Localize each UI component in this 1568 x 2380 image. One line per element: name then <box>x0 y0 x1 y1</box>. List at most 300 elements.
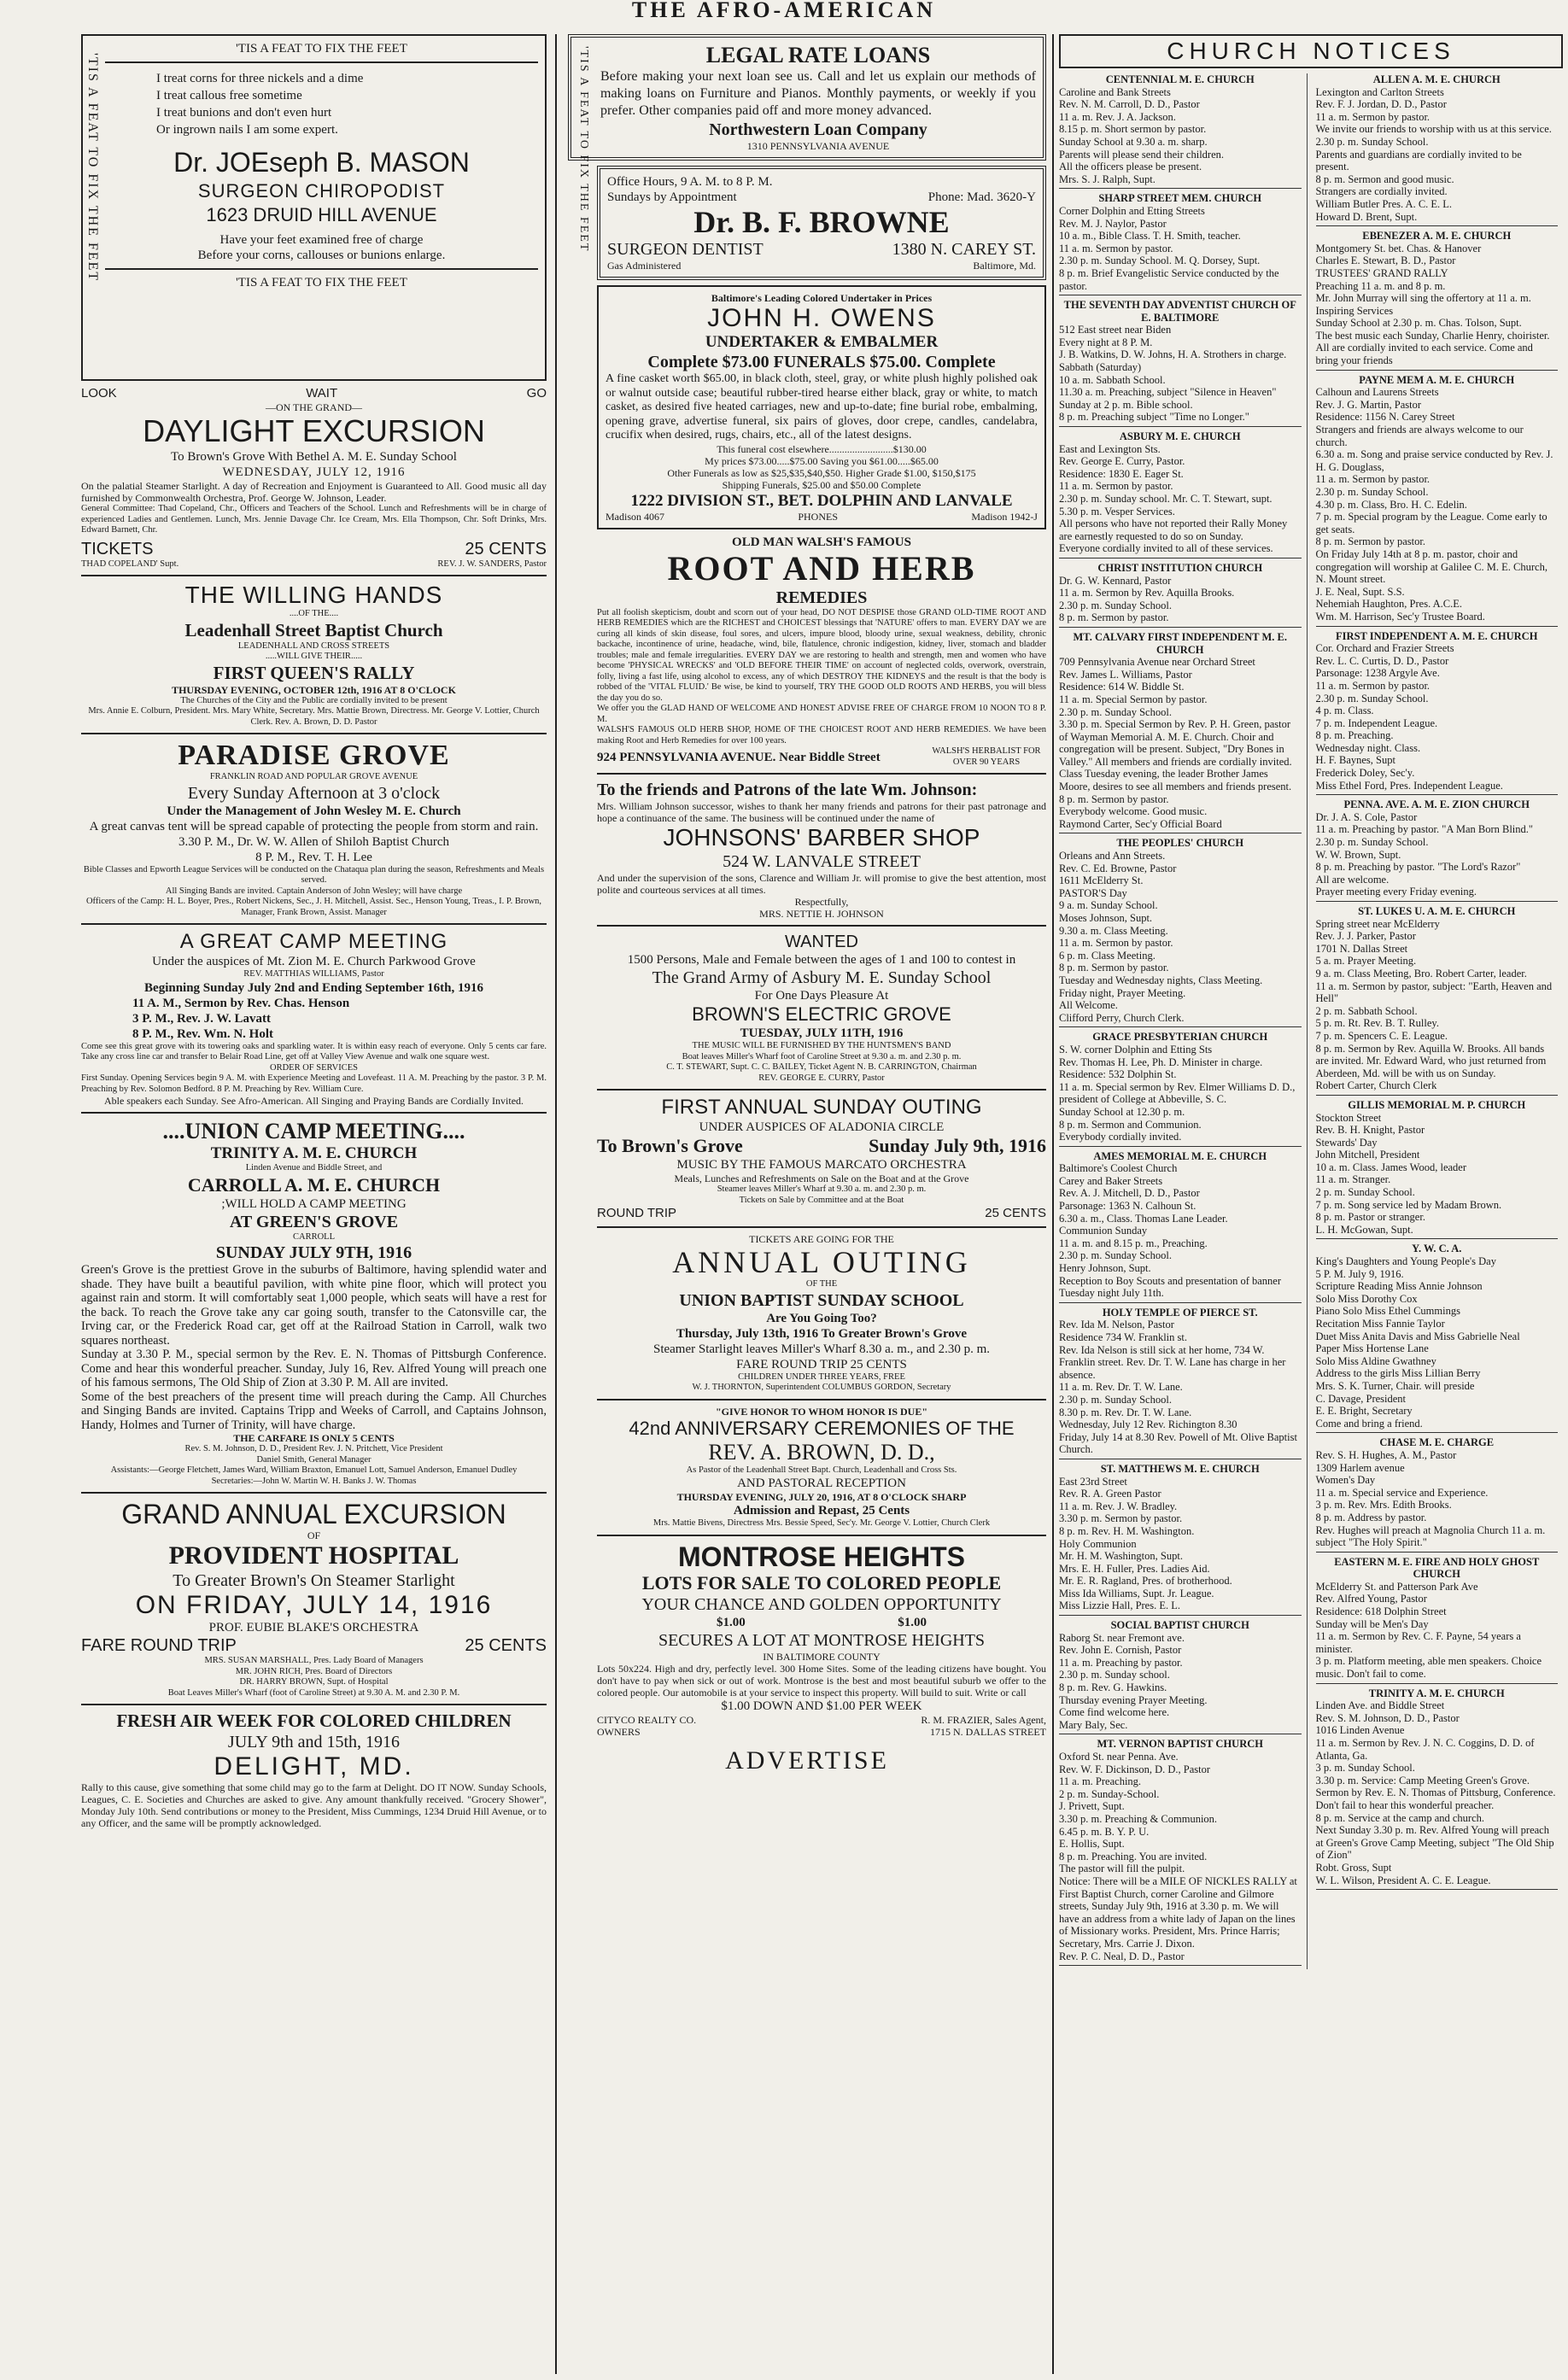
church-line: Sunday at 2 p. m. Bible school. <box>1059 398 1193 411</box>
church-line: 10 a. m., Bible Class. T. H. Smith, teacher. <box>1059 230 1241 243</box>
outing-meals: Meals, Lunches and Refreshments on Sale on the Boat and at the Grove <box>674 1172 969 1184</box>
church-line: 8 p. m. Sermon and good music. <box>1315 173 1454 185</box>
paradise-when: Every Sunday Afternoon at 3 o'clock <box>187 783 441 803</box>
church-notice <box>1059 562 1302 628</box>
ad-mason-chiropodist <box>81 34 547 381</box>
phone: Phone: Mad. 3620-Y <box>927 190 1036 204</box>
ad-union-camp-meeting <box>81 1119 547 1487</box>
church-line: Reception to Boy Scouts and presentation of banner Tuesday night July 11th. <box>1059 1274 1282 1300</box>
church-line: 8 p. m. Sermon by Rev. Aquilla W. Brooks. All bands are invited. Mr. Edward Ward, who just returned from Aberdeen, Md. will be with us on Sunday. <box>1315 1042 1547 1079</box>
church-line: Cor. Orchard and Frazier Streets <box>1315 642 1454 655</box>
walsh-subtitle: REMEDIES <box>775 588 868 607</box>
paradise-officers: Officers of the Camp: H. L. Boyer, Pres., Robert Nickens, Sec., J. H. Mitchell, Assist. Sec., Henson Young, Treas., I. P. Brown, Manager, Frank Brown, Assist. Manager <box>85 897 542 917</box>
wanted-body: 1500 Persons, Male and Female between the ages of 1 and 100 to contest in <box>627 953 1016 967</box>
paradise-singing: All Singing Bands are invited. Captain Anderson of John Wesley; will have charge <box>165 886 463 896</box>
church-line: 11 a. m. Sermon by pastor. <box>1315 473 1431 486</box>
church-line: 4.30 p. m. Class, Bro. H. C. Edelin. <box>1315 498 1467 511</box>
pastor: REV. J. W. SANDERS, Pastor <box>437 558 547 569</box>
church-line: McElderry St. and Patterson Park Ave <box>1315 1580 1478 1593</box>
church-line: 1016 Linden Avenue <box>1315 1724 1405 1737</box>
church-line: 8 p. m. Address by pastor. <box>1315 1511 1427 1523</box>
church-line: Rev. M. J. Naylor, Pastor <box>1059 217 1167 230</box>
church-notice <box>1316 1556 1559 1684</box>
montrose-chance: YOUR CHANCE AND GOLDEN OPPORTUNITY <box>641 1594 1002 1614</box>
church-line: 2.30 p. m. Sunday School. <box>1315 135 1429 148</box>
paradise-canvas: A great canvas tent will be spread capable of protecting the people from storm and rain. <box>89 819 539 833</box>
outing-destination: To Brown's Grove <box>597 1135 743 1156</box>
poem-line: I treat corns for three nickels and a dime <box>156 72 364 85</box>
union-body: Some of the best preachers of the present time will preach during the Camp. All Churches and Singing Bands are invited. Captains Tripp and Weeks of Carroll, and Captains Johnson, Handy, Holmes and Turner of Trinity, will have charge. <box>81 1389 547 1432</box>
church-line: 2 p. m. Sabbath School. <box>1315 1004 1418 1017</box>
church-line: 7 p. m. Spencers C. E. League. <box>1315 1029 1448 1042</box>
freshair-title: FRESH AIR WEEK FOR COLORED CHILDREN <box>116 1710 512 1731</box>
church-line: E. Hollis, Supt. <box>1059 1838 1125 1851</box>
church-line: 8 p. m. Preaching. You are invited. <box>1059 1850 1208 1862</box>
church-line: Henry Johnson, Supt. <box>1059 1262 1151 1275</box>
city: Baltimore, Md. <box>973 260 1036 272</box>
wanted-officers: C. T. STEWART, Supt. C. C. BAILEY, Ticket Agent N. B. CARRINGTON, Chairman <box>666 1062 977 1072</box>
outing-date: Sunday July 9th, 1916 <box>869 1135 1046 1156</box>
church-notice <box>1316 230 1559 371</box>
ad-camp-meeting <box>81 930 547 1107</box>
provident-date: ON FRIDAY, JULY 14, 1916 <box>135 1591 493 1619</box>
church-notice <box>1316 905 1559 1096</box>
church-line: Mr. H. M. Washington, Supt. <box>1059 1550 1183 1563</box>
church-line: 2 p. m. Sunday School. <box>1315 1186 1415 1199</box>
office-hours: Office Hours, 9 A. M. to 8 P. M. <box>607 175 773 189</box>
director: MR. JOHN RICH, Pres. Board of Directors <box>235 1666 393 1676</box>
honor-title: 42nd ANNIVERSARY CEREMONIES OF THE <box>629 1417 1015 1439</box>
church-line: 5.30 p. m. Vesper Services. <box>1059 505 1175 518</box>
ad-dr-browne-dentist <box>597 166 1046 280</box>
poem-line: I treat callous free sometime <box>156 89 302 102</box>
freshair-body: Rally to this cause, give something that some child may go to the farm at Delight. DO IT NOW. Sunday Schools, Leagues, C. E. Societies and Churches are asked to give. Any amount thankfully received. "Grocery Shower", Monday July 10th. Send contributions or money to the President, Miss Cummings, 1234 Druid Hill Avenue, or to any Officer, and the same will be promptly acknowledged. <box>81 1781 547 1829</box>
church-line: W. L. Wilson, President A. C. E. League. <box>1315 1874 1491 1886</box>
order-of-services: ORDER OF SERVICES <box>269 1062 358 1073</box>
camp-able: Able speakers each Sunday. See Afro-American. All Singing and Praying Bands are Cordially Invited. <box>103 1095 524 1107</box>
church-line: Friday, July 14 at 8.30 Rev. Powell of Mt. Olive Baptist Church. <box>1059 1430 1297 1456</box>
excursion-subtitle: To Brown's Grove With Bethel A. M. E. Sunday School <box>171 450 457 464</box>
fare-price: 25 CENTS <box>465 1636 547 1655</box>
paradise-title: PARADISE GROVE <box>178 740 450 771</box>
church-notice <box>1316 1243 1559 1433</box>
church-line: John Mitchell, President <box>1315 1149 1420 1161</box>
church-line: Mr. John Murray will sing the offertory at 11 a. m. <box>1315 292 1531 305</box>
annual-question: Are You Going Too? <box>766 1311 877 1325</box>
owens-other: Other Funerals as low as $25,$35,$40,$50. Higher Grade $1.00, $150,$175 <box>667 466 976 479</box>
church-line: 4 p. m. Class. <box>1315 705 1374 717</box>
church-notice <box>1316 630 1559 796</box>
church-line: Wednesday, July 12 Rev. Richington 8.30 <box>1059 1418 1237 1431</box>
price: $1.00 <box>898 1615 927 1629</box>
church-line: Sunday School at 12.30 p. m. <box>1059 1105 1185 1118</box>
ad-montrose-heights <box>597 1541 1046 1738</box>
phones-label: PHONES <box>798 510 838 523</box>
side-slogan: 'TIS A FEAT TO FIX THE FEET <box>577 46 590 253</box>
freshair-dates: JULY 9th and 15th, 1916 <box>227 1733 401 1751</box>
church-name: EBENEZER A. M. E. CHURCH <box>1362 230 1512 243</box>
church-name: MT. CALVARY FIRST INDEPENDENT M. E. CHURCH <box>1073 630 1288 656</box>
word-go: GO <box>526 386 547 401</box>
church-line: Strangers are cordially invited. <box>1315 185 1448 198</box>
of: OF THE <box>805 1279 838 1289</box>
honor-as: As Pastor of the Leadenhall Street Bapt. Church, Leadenhall and Cross Sts. <box>686 1465 957 1475</box>
church-name: FIRST INDEPENDENT A. M. E. CHURCH <box>1336 629 1538 642</box>
church-line: 3.30 p. m. Service: Camp Meeting Green's Grove. Sermon by Rev. E. N. Thomas of Pittsburg, Conference. Don't fail to hear this wonderful preacher. <box>1315 1774 1556 1811</box>
church-line: PASTOR'S Day <box>1059 886 1127 899</box>
masthead: THE AFRO-AMERICAN <box>631 0 937 22</box>
owens-name: JOHN H. OWENS <box>707 304 936 332</box>
church-line: We invite our friends to worship with us at this service. <box>1315 123 1552 136</box>
church-location: LEADENHALL AND CROSS STREETS <box>237 640 390 651</box>
church-line: 11 a. m. Sermon by pastor. <box>1059 937 1173 950</box>
secretaries: Secretaries:—John W. Martin W. H. Banks J. W. Thomas <box>211 1476 417 1486</box>
owens-lead: Baltimore's Leading Colored Undertaker in Prices <box>711 292 933 304</box>
camp-dates: Beginning Sunday July 2nd and Ending September 16th, 1916 <box>144 980 483 995</box>
church-line: 6.30 a. m. Song and praise service conducted by Rev. J. H. G. Douglass, <box>1315 448 1553 473</box>
honor-name: REV. A. BROWN, D. D., <box>708 1439 935 1465</box>
wanted-grove: BROWN'S ELECTRIC GROVE <box>692 1003 951 1025</box>
annual-going: TICKETS ARE GOING FOR THE <box>749 1233 894 1245</box>
owens-price: Complete $73.00 FUNERALS $75.00. Complete <box>647 353 996 371</box>
church-line: Duet Miss Anita Davis and Miss Gabrielle Neal <box>1315 1330 1520 1342</box>
ad-wanted <box>597 932 1046 1084</box>
church-line: Women's Day <box>1315 1474 1376 1487</box>
church-notice <box>1316 1687 1559 1891</box>
ad-daylight-excursion <box>81 386 547 570</box>
church-name: THE SEVENTH DAY ADVENTIST CHURCH OF E. BALTIMORE <box>1063 299 1296 324</box>
officers: Mrs. Annie E. Colburn, President. Mrs. Mary White, Secretary. Mrs. Mattie Brown, Directress. Mr. George V. Lottier, Church Clerk. Rev. A. Brown, D. D. Pastor <box>88 706 540 727</box>
column-church-notices <box>1059 34 1563 1969</box>
ad-fresh-air-week <box>81 1710 547 1829</box>
superintendent: THAD COPELAND' Supt. <box>81 558 179 569</box>
union-date: SUNDAY JULY 9TH, 1916 <box>215 1243 412 1262</box>
church-line: 3.30 p. m. Preaching & Communion. <box>1059 1812 1218 1825</box>
church-line: C. Davage, President <box>1315 1392 1407 1405</box>
church-line: 11 a. m. Sermon by pastor. <box>1315 110 1431 123</box>
church-line: 8 p. m. Preaching. <box>1315 729 1394 742</box>
church-line: 2.30 p. m. Sunday school. <box>1059 1669 1170 1681</box>
church-line: 8 p. m. Rev. H. M. Washington. <box>1059 1524 1195 1537</box>
church-line: Preaching 11 a. m. and 8 p. m. <box>1315 279 1446 292</box>
legal-company: Northwestern Loan Company <box>709 120 927 139</box>
paradise-location: FRANKLIN ROAD AND POPULAR GROVE AVENUE <box>209 772 418 781</box>
church-line: 2.30 p. m. Sunday School. <box>1059 1393 1172 1406</box>
advertise-footer: ADVERTISE <box>725 1746 889 1775</box>
freshair-place: DELIGHT, MD. <box>214 1752 414 1781</box>
church-line: Strangers and friends are always welcome to our church. <box>1315 424 1524 448</box>
church-line: Residence: 618 Dolphin Street <box>1315 1605 1447 1618</box>
church-line: Mary Baly, Sec. <box>1059 1718 1128 1731</box>
camp-auspices: Under the auspices of Mt. Zion M. E. Church Parkwood Grove <box>152 955 476 968</box>
church-line: All are welcome. <box>1315 873 1390 886</box>
church-line: Stockton Street <box>1315 1111 1382 1124</box>
round-trip-price: 25 CENTS <box>985 1206 1046 1220</box>
montrose-body: Lots 50x224. High and dry, perfectly level. 300 Home Sites. Some of the leading citizens have bought. You don't have to pay when sick or out of work. Montrose is the best and most beautiful suburb we offer to the colored people. Our automobile is at your service to inspect this property. Will build to suit. Write or call <box>597 1662 1046 1699</box>
poem-line: Or ingrown nails I am some expert. <box>156 123 338 137</box>
church-line: Rev. S. M. Johnson, D. D., Pastor <box>1315 1711 1460 1724</box>
montrose-county: IN BALTIMORE COUNTY <box>763 1650 881 1663</box>
church-line: 11 a. m. Sermon by pastor. <box>1059 480 1173 493</box>
church-line: Robert Carter, Church Clerk <box>1315 1079 1437 1092</box>
church-line: Miss Lizzie Hall, Pres. E. L. <box>1059 1599 1180 1612</box>
rally-date: THURSDAY EVENING, OCTOBER 12th, 1916 AT 8 O'CLOCK <box>172 683 456 696</box>
church-line: 10 a. m. Sabbath School. <box>1059 373 1166 386</box>
order-body: First Sunday. Opening Services begin 9 A. M. with Experience Meeting and Lovefeast. 11 A. M. Preaching by the pastor. 3 P. M. Preaching by Rev. Solomon Bedford. 8 P. M. Preaching by Rev. William Cure. <box>81 1073 547 1094</box>
will-give: .....WILL GIVE THEIR..... <box>265 652 363 661</box>
service: 8 P. M., Rev. T. H. Lee <box>255 850 372 864</box>
church-line: King's Daughters and Young People's Day <box>1315 1255 1496 1268</box>
church-line: Notice: There will be a MILE OF NICKLES RALLY at First Baptist Church, corner Caroline and Gilmore streets, Sunday July 9th, 1916 at 3.30 p. m. We will have an address from a white lady of Japan on the lines of Missionary works. President, Mrs. Prince Harris; Secretary, Mrs. Carrie J. Dixon. <box>1059 1874 1297 1950</box>
provident-to: To Greater Brown's On Steamer Starlight <box>173 1571 455 1590</box>
superintendent: DR. HARRY BROWN, Supt. of Hospital <box>239 1677 389 1687</box>
phone: Madison 1942-J <box>971 510 1038 523</box>
realty-company: CITYCO REALTY CO. <box>597 1713 697 1726</box>
willing-title: THE WILLING HANDS <box>184 582 443 608</box>
church-line: Residence: 1830 E. Eager St. <box>1059 467 1184 480</box>
church-line: Everyone cordially invited to all of these services. <box>1059 542 1273 555</box>
union-fare: THE CARFARE IS ONLY 5 CENTS <box>233 1432 395 1444</box>
honor-admission: Admission and Repast, 25 Cents <box>733 1504 910 1517</box>
annual-officers: W. J. THORNTON, Superintendent COLUMBUS GORDON, Secretary <box>692 1383 951 1392</box>
ad-slogan-bottom: 'TIS A FEAT TO FIX THE FEET <box>236 276 407 289</box>
church-line: Solo Miss Dorothy Cox <box>1315 1292 1418 1305</box>
church-name: CHASE M. E. CHARGE <box>1379 1436 1495 1449</box>
church-line: Oxford St. near Penna. Ave. <box>1059 1751 1179 1763</box>
of: OF <box>307 1529 321 1541</box>
church-name: ASBURY M. E. CHURCH <box>1119 430 1241 443</box>
honor-reception: AND PASTORAL RECEPTION <box>737 1477 906 1490</box>
johnson-body: And under the supervision of the sons, Clarence and William Jr. will promise to give the best attention, most polite and courteous services at all times. <box>597 872 1046 896</box>
church-line: 9 a. m. Class Meeting, Bro. Robert Carter, leader. <box>1315 967 1527 979</box>
round-trip-label: ROUND TRIP <box>597 1206 677 1220</box>
church-line: East and Lexington Sts. <box>1059 442 1161 455</box>
church-line: 11 a. m. Special sermon by Rev. Elmer Williams D. D., president of College at Abbeville, S. C. <box>1059 1080 1296 1106</box>
outing-music: MUSIC BY THE FAMOUS MARCATO ORCHESTRA <box>676 1158 967 1172</box>
church-line: 10 a. m. Class. James Wood, leader <box>1315 1161 1467 1173</box>
church-line: 11 a. m. Sermon by pastor. <box>1059 242 1173 254</box>
church-line: Address to the girls Miss Lillian Berry <box>1315 1367 1481 1380</box>
church-line: S. W. corner Dolphin and Etting Sts <box>1059 1043 1213 1056</box>
wanted-music: THE MUSIC WILL BE FURNISHED BY THE HUNTSMEN'S BAND <box>692 1041 951 1050</box>
paradise-management: Under the Management of John Wesley M. E. Church <box>167 804 461 818</box>
manager: MRS. SUSAN MARSHALL, Pres. Lady Board of Managers <box>204 1656 424 1665</box>
church-line: 5 P. M. July 9, 1916. <box>1315 1267 1404 1280</box>
church-line: 5 p. m. Rt. Rev. B. T. Rulley. <box>1315 1017 1439 1030</box>
church-line: Rev. C. Ed. Browne, Pastor <box>1059 862 1177 874</box>
church-line: 11 a. m. Preaching. <box>1059 1775 1142 1788</box>
outing-title: FIRST ANNUAL SUNDAY OUTING <box>661 1096 982 1119</box>
church-line: Mrs. S. J. Ralph, Supt. <box>1059 173 1156 185</box>
church-line: L. H. McGowan, Supt. <box>1315 1223 1413 1236</box>
provident-orchestra: PROF. EUBIE BLAKE'S ORCHESTRA <box>208 1621 419 1634</box>
church-line: 11 a. m. Special service and Experience. <box>1315 1486 1489 1499</box>
church-line: 8 p. m. Preaching by pastor. "The Lord's Razor" <box>1315 861 1521 874</box>
johnson-body: Mrs. William Johnson successor, wishes to thank her many friends and patrons for their past patronage and hope a continuance of the same. The business will be continued under the name of <box>597 800 1046 824</box>
church-line: Charles E. Stewart, B. D., Pastor <box>1315 254 1456 267</box>
union-title: ....UNION CAMP MEETING.... <box>162 1119 465 1143</box>
church-name: MT. VERNON BAPTIST CHURCH <box>1097 1738 1263 1751</box>
service: 3 P. M., Rev. J. W. Lavatt <box>132 1011 271 1026</box>
church-line: All the officers please be present. <box>1059 161 1202 173</box>
church-line: 8 p. m. Sermon and Communion. <box>1059 1118 1202 1131</box>
church-line: Miss Ida Williams, Supt. Jr. League. <box>1059 1587 1214 1599</box>
barber-name: JOHNSONS' BARBER SHOP <box>663 824 980 851</box>
provident-name: PROVIDENT HOSPITAL <box>168 1541 459 1570</box>
wanted-day: For One Days Pleasure At <box>754 989 889 1003</box>
column-rule <box>1052 34 1054 2374</box>
wanted-boat: Boat leaves Miller's Wharf foot of Caroline Street at 9.30 a. m. and 2.30 p. m. <box>682 1051 962 1061</box>
church-line: 6.45 p. m. B. Y. P. U. <box>1059 1825 1150 1838</box>
church-line: 11 a. m. Stranger. <box>1315 1173 1391 1186</box>
church-notice <box>1059 1150 1302 1303</box>
church-line: 11.30 a. m. Preaching, subject "Silence in Heaven" <box>1059 386 1277 399</box>
dentist-name: Dr. B. F. BROWNE <box>693 205 950 239</box>
church-line: Sabbath (Saturday) <box>1059 361 1142 374</box>
church-name: ST. LUKES U. A. M. E. CHURCH <box>1358 905 1516 917</box>
legal-body: Before making your next loan see us. Call and let us explain our methods of making loans on Furniture and Pianos. Monthly payments, or weekly if you prefer. Other companies paid off and more money advanced. <box>600 69 1036 118</box>
church-line: Rev. John E. Cornish, Pastor <box>1059 1644 1182 1657</box>
word-look: LOOK <box>81 386 117 401</box>
annual-steamer: Steamer Starlight leaves Miller's Wharf 8.30 a. m., and 2.30 p. m. <box>652 1342 990 1356</box>
church-line: Thursday evening Prayer Meeting. <box>1059 1693 1208 1706</box>
church-line: Rev. Ida Nelson is still sick at her home, 734 W. Franklin street. Rev. Dr. T. W. Lane has charge in her absence. <box>1059 1343 1286 1381</box>
paradise-body: Bible Classes and Epworth League Services will be conducted on the Chataqua plan during the season, Refreshments and Meals served. <box>83 864 545 885</box>
church-line: 2.30 p. m. Sunday School. <box>1315 692 1429 705</box>
church-line: J. Privett, Supt. <box>1059 1800 1125 1813</box>
note: Before your corns, callouses or bunions enlarge. <box>197 249 446 262</box>
church-line: The pastor will fill the pulpit. <box>1059 1862 1185 1875</box>
camp-pastor: REV. MATTHIAS WILLIAMS, Pastor <box>243 969 384 979</box>
church-line: 2.30 p. m. Sunday School. <box>1059 705 1172 718</box>
church-line: Rev. F. J. Jordan, D. D., Pastor <box>1315 98 1447 111</box>
gas-note: Gas Administered <box>607 260 682 272</box>
service: 11 A. M., Sermon by Rev. Chas. Henson <box>132 996 350 1010</box>
column-center <box>568 34 1046 1775</box>
poem <box>105 70 538 138</box>
ticket-price: 25 CENTS <box>465 539 547 558</box>
church-line: Rev. B. H. Knight, Pastor <box>1315 1124 1425 1137</box>
church-line: All are cordially invited to each service. Come and bring your friends <box>1315 342 1533 367</box>
church-line: TRUSTEES' GRAND RALLY <box>1315 266 1448 279</box>
church-line: W. W. Brown, Supt. <box>1315 848 1401 861</box>
church-line: 8 p. m. Sermon by pastor. <box>1315 535 1425 548</box>
rally-title: FIRST QUEEN'S RALLY <box>213 662 415 683</box>
fare-label: FARE ROUND TRIP <box>81 1636 237 1655</box>
church-line: H. F. Baynes, Supt <box>1315 754 1395 767</box>
outing-steamer: Steamer leaves Miller's Wharf at 9.30 a. m. and 2.30 p. m. <box>717 1184 927 1194</box>
church-notice <box>1059 1619 1302 1734</box>
church-list-left <box>1059 73 1308 1969</box>
wanted-army: The Grand Army of Asbury M. E. Sunday School <box>652 968 992 987</box>
church-line: Lexington and Carlton Streets <box>1315 85 1444 98</box>
church-line: Tuesday and Wednesday nights, Class Meeting. <box>1059 974 1263 986</box>
church-name: SOCIAL BAPTIST CHURCH <box>1110 1619 1249 1632</box>
church-line: Residence 734 W. Franklin st. <box>1059 1331 1187 1343</box>
ad-provident-hospital <box>81 1499 547 1699</box>
church-notice <box>1059 837 1302 1027</box>
honor-quote: "GIVE HONOR TO WHOM HONOR IS DUE" <box>715 1405 928 1418</box>
church-line: Class Tuesday evening, the leader Brother James Moore, desires to see all members and friends present. <box>1059 768 1292 793</box>
outing-tickets: Tickets on Sale by Committee and at the Boat <box>739 1195 904 1205</box>
price: $1.00 <box>717 1615 746 1629</box>
church-line: Calhoun and Laurens Streets <box>1315 386 1439 399</box>
boat: Boat Leaves Miller's Wharf (foot of Caroline Street) at 9.30 A. M. and 2.30 P. M. <box>167 1687 460 1698</box>
church-name: ST. MATTHEWS M. E. CHURCH <box>1100 1462 1260 1475</box>
church-line: Carey and Baker Streets <box>1059 1174 1163 1187</box>
church-line: 3 p. m. Rev. Mrs. Edith Brooks. <box>1315 1499 1452 1512</box>
church-name: GILLIS MEMORIAL M. P. CHURCH <box>1348 1098 1526 1111</box>
church-location: Linden Avenue and Biddle Street, and <box>245 1163 383 1172</box>
church-notice <box>1059 1463 1302 1616</box>
church-line: Every night at 8 P. M. <box>1059 336 1153 348</box>
dentist-title: SURGEON DENTIST <box>607 240 764 259</box>
church-line: Rev. S. H. Hughes, A. M., Pastor <box>1315 1448 1457 1461</box>
note: Have your feet examined free of charge <box>219 233 424 247</box>
church-line: Rev. N. M. Carroll, D. D., Pastor <box>1059 98 1200 111</box>
church-line: E. E. Bright, Secretary <box>1315 1405 1413 1418</box>
church-line: 8.30 p. m. Rev. Dr. T. W. Lane. <box>1059 1406 1192 1418</box>
church-line: Sunday will be Men's Day <box>1315 1617 1429 1630</box>
church-notice <box>1316 1436 1559 1552</box>
church-line: Rev. Alfred Young, Pastor <box>1315 1593 1427 1605</box>
church-line: Rev. Hughes will preach at Magnolia Church 11 a. m. subject "The Holy Spirit." <box>1315 1523 1546 1549</box>
church-line: 2.30 p. m. Sunday School. <box>1059 599 1172 611</box>
sales-agent: R. M. FRAZIER, Sales Agent, <box>921 1713 1046 1726</box>
church-line: 11 a. m. Rev. J. A. Jackson. <box>1059 110 1176 123</box>
union-officers: Rev. S. M. Johnson, D. D., President Rev. J. N. Pritchett, Vice President <box>184 1444 443 1453</box>
church-line: Residence: 614 W. Biddle St. <box>1059 681 1185 693</box>
church-line: Caroline and Bank Streets <box>1059 85 1171 98</box>
church-line: Rev. Ida M. Nelson, Pastor <box>1059 1319 1174 1331</box>
dentist-address: 1380 N. CAREY ST. <box>892 240 1036 259</box>
barber-address: 524 W. LANVALE STREET <box>723 852 921 871</box>
church-trinity: TRINITY A. M. E. CHURCH <box>210 1144 418 1162</box>
church-name: CENTENNIAL M. E. CHURCH <box>1105 73 1255 85</box>
side-slogan: 'TIS A FEAT TO FIX THE FEET <box>85 53 100 283</box>
church-name: SHARP STREET MEM. CHURCH <box>1098 192 1262 205</box>
doctor-name: Dr. JOEseph B. MASON <box>173 147 470 178</box>
column-rule <box>555 34 557 2374</box>
church-line: Frederick Doley, Sec'y. <box>1315 767 1415 780</box>
church-line: Friday night, Prayer Meeting. <box>1059 986 1186 999</box>
church-line: Solo Miss Aldine Gwathney <box>1315 1354 1436 1367</box>
ad-willing-hands <box>81 582 547 728</box>
church-line: Mrs. E. H. Fuller, Pres. Ladies Aid. <box>1059 1562 1210 1575</box>
church-line: Parents and guardians are cordially invited to be present. <box>1315 148 1522 173</box>
montrose-address: 1715 N. DALLAS STREET <box>930 1725 1046 1738</box>
church-line: Nehemiah Haughton, Pres. A.C.E. <box>1315 598 1463 611</box>
legal-title: LEGAL RATE LOANS <box>705 43 931 67</box>
phone: Madison 4067 <box>606 510 664 523</box>
church-line: Dr. G. W. Kennard, Pastor <box>1059 574 1172 587</box>
church-line: 11 a. m. Sermon by pastor. <box>1315 679 1431 692</box>
legal-address: 1310 PENNSYLVANIA AVENUE <box>746 140 890 152</box>
church-carroll: CARROLL A. M. E. CHURCH <box>187 1173 441 1196</box>
assistants: Assistants:—George Fletchett, James Ward, William Braxton, Emanuel Lott, Samuel Anderson, Emanuel Dudley <box>110 1465 518 1475</box>
word-wait: WAIT <box>306 386 338 401</box>
excursion-body: On the palatial Steamer Starlight. A day of Recreation and Enjoyment is Guaranteed to All. Good music all day furnished by Commonwealth Orchestra, Prof. George W. Johnson, Leader. <box>81 480 547 504</box>
church-name: THE PEOPLES' CHURCH <box>1116 837 1244 850</box>
church-line: 5 a. m. Prayer Meeting. <box>1315 955 1417 968</box>
church-line: On Friday July 14th at 8 p. m. pastor, choir and congregation will worship at Galilee C. M. E. Church, N. Mount street. <box>1315 547 1548 586</box>
signature: MRS. NETTIE H. JOHNSON <box>759 908 884 920</box>
church-line: 8 p. m. Rev. G. Hawkins. <box>1059 1681 1167 1694</box>
church-line: J. B. Watkins, D. W. Johns, H. A. Strothers in charge. <box>1059 348 1287 361</box>
church-line: J. E. Neal, Supt. S.S. <box>1315 585 1405 598</box>
church-line: Holy Communion <box>1059 1537 1137 1550</box>
church-line: 2.30 p. m. Sunday school. Mr. C. T. Stewart, supt. <box>1059 493 1273 505</box>
